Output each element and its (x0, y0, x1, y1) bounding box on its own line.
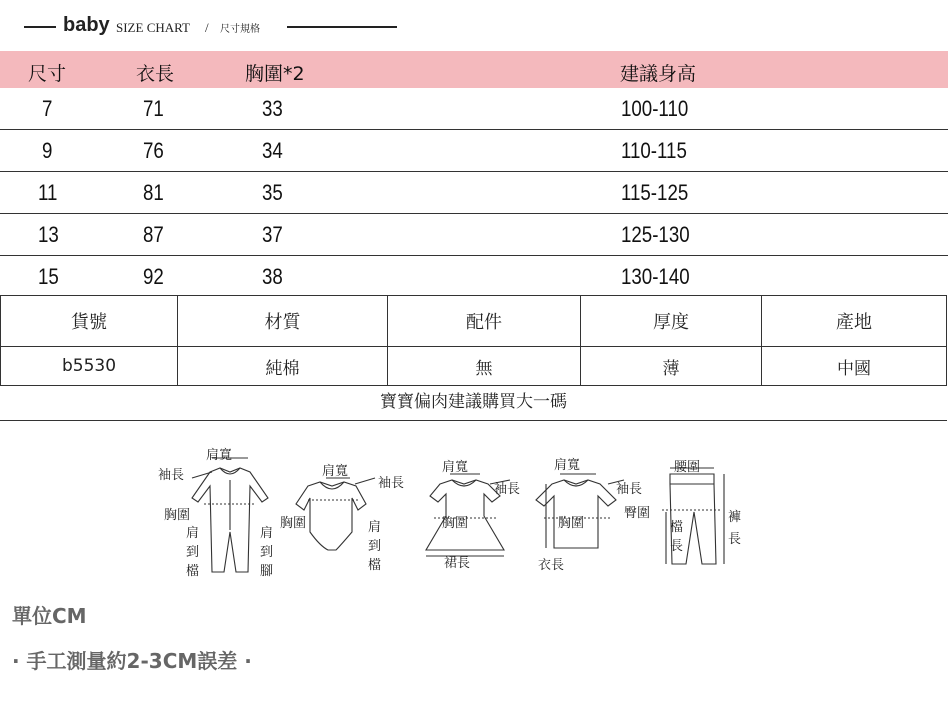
unit-label: 單位CM (12, 604, 87, 628)
romper-shoulder-crotch-2: 到 (186, 545, 200, 560)
cell-length: 71 (143, 96, 164, 121)
bodysuit-shoulder-label: 肩寬 (322, 464, 349, 479)
info-header-origin: 產地 (762, 296, 947, 347)
table-row (0, 214, 948, 256)
cell-chest: 34 (262, 138, 283, 163)
top-chest-label: 胸圍 (558, 516, 585, 531)
pants-hip-label: 臀圍 (624, 506, 651, 521)
table-row (0, 172, 948, 214)
pants-length-label-2: 長 (728, 532, 742, 547)
info-value-origin: 中國 (762, 347, 947, 386)
info-value-accessories: 無 (388, 347, 581, 386)
table-row (0, 256, 948, 297)
bodysuit-shoulder-crotch-3: 檔 (368, 558, 382, 573)
info-value-material: 純棉 (178, 347, 388, 386)
cell-height: 125-130 (621, 222, 690, 247)
info-header-thickness: 厚度 (581, 296, 762, 347)
title-divider-right (287, 26, 397, 28)
cell-length: 76 (143, 138, 164, 163)
cell-chest: 38 (262, 264, 283, 289)
romper-sleeve-label: 袖長 (158, 468, 185, 483)
romper-shoulder-foot-1: 肩 (260, 526, 274, 541)
table-row (0, 88, 948, 130)
pants-rise-label-2: 長 (670, 539, 684, 554)
romper-shoulder-foot-3: 腳 (260, 564, 274, 579)
cell-height: 130-140 (621, 264, 690, 289)
bodysuit-shoulder-crotch-1: 肩 (368, 520, 382, 535)
cell-size: 15 (38, 264, 59, 289)
cell-length: 81 (143, 180, 164, 205)
info-header-item-no: 貨號 (1, 296, 178, 347)
product-info-table (0, 295, 947, 386)
top-length-label: 衣長 (538, 558, 565, 573)
size-table-header (0, 51, 948, 88)
header-size: 尺寸 (28, 63, 67, 85)
cell-size: 9 (42, 138, 53, 163)
cell-size: 13 (38, 222, 59, 247)
header-length: 衣長 (136, 63, 175, 85)
bodysuit-shoulder-crotch-2: 到 (368, 539, 382, 554)
sizing-advice: 寶寶偏肉建議購買大一碼 (0, 384, 947, 421)
pants-length-label-1: 褲 (728, 510, 742, 525)
dress-length-label: 裙長 (444, 556, 471, 571)
romper-chest-label: 胸圍 (164, 508, 191, 523)
title-chinese: 尺寸規格 (220, 24, 260, 35)
dress-chest-label: 胸圍 (442, 516, 469, 531)
cell-height: 100-110 (621, 96, 689, 121)
romper-shoulder-foot-2: 到 (260, 545, 274, 560)
table-row (0, 130, 948, 172)
bodysuit-sleeve-label: 袖長 (378, 476, 405, 491)
title-baby: baby (63, 14, 110, 36)
cell-chest: 35 (262, 180, 283, 205)
header-chest: 胸圍*2 (245, 63, 305, 85)
info-value-thickness: 薄 (581, 347, 762, 386)
measurement-error-note: · 手工測量約2-3CM誤差 · (12, 649, 252, 673)
size-chart-title (0, 14, 948, 40)
header-height: 建議身高 (620, 63, 697, 85)
top-sleeve-label: 袖長 (616, 482, 643, 497)
title-separator: / (205, 20, 209, 35)
cell-size: 11 (38, 180, 58, 205)
title-english: SIZE CHART (116, 20, 190, 35)
romper-shoulder-crotch-1: 肩 (186, 526, 200, 541)
cell-chest: 33 (262, 96, 283, 121)
cell-height: 110-115 (621, 138, 687, 163)
cell-height: 115-125 (621, 180, 689, 205)
romper-shoulder-crotch-3: 檔 (186, 564, 200, 579)
romper-shoulder-label: 肩寬 (206, 448, 233, 463)
pants-waist-label: 腰圍 (674, 460, 701, 475)
info-header-row (1, 296, 947, 347)
title-divider-left (24, 26, 56, 28)
info-header-material: 材質 (178, 296, 388, 347)
bodysuit-icon (296, 478, 375, 550)
info-value-item-no: b5530 (1, 347, 178, 386)
measurement-diagrams (150, 440, 750, 585)
bodysuit-chest-label: 胸圍 (280, 516, 307, 531)
dress-sleeve-label: 袖長 (494, 482, 521, 497)
cell-length: 92 (143, 264, 164, 289)
cell-length: 87 (143, 222, 164, 247)
top-icon (536, 474, 624, 548)
cell-chest: 37 (262, 222, 283, 247)
romper-icon (192, 458, 268, 572)
pants-rise-label-1: 檔 (670, 520, 684, 535)
cell-size: 7 (42, 96, 53, 121)
info-header-accessories: 配件 (388, 296, 581, 347)
info-value-row (1, 347, 947, 386)
dress-shoulder-label: 肩寬 (442, 460, 469, 475)
top-shoulder-label: 肩寬 (554, 458, 581, 473)
